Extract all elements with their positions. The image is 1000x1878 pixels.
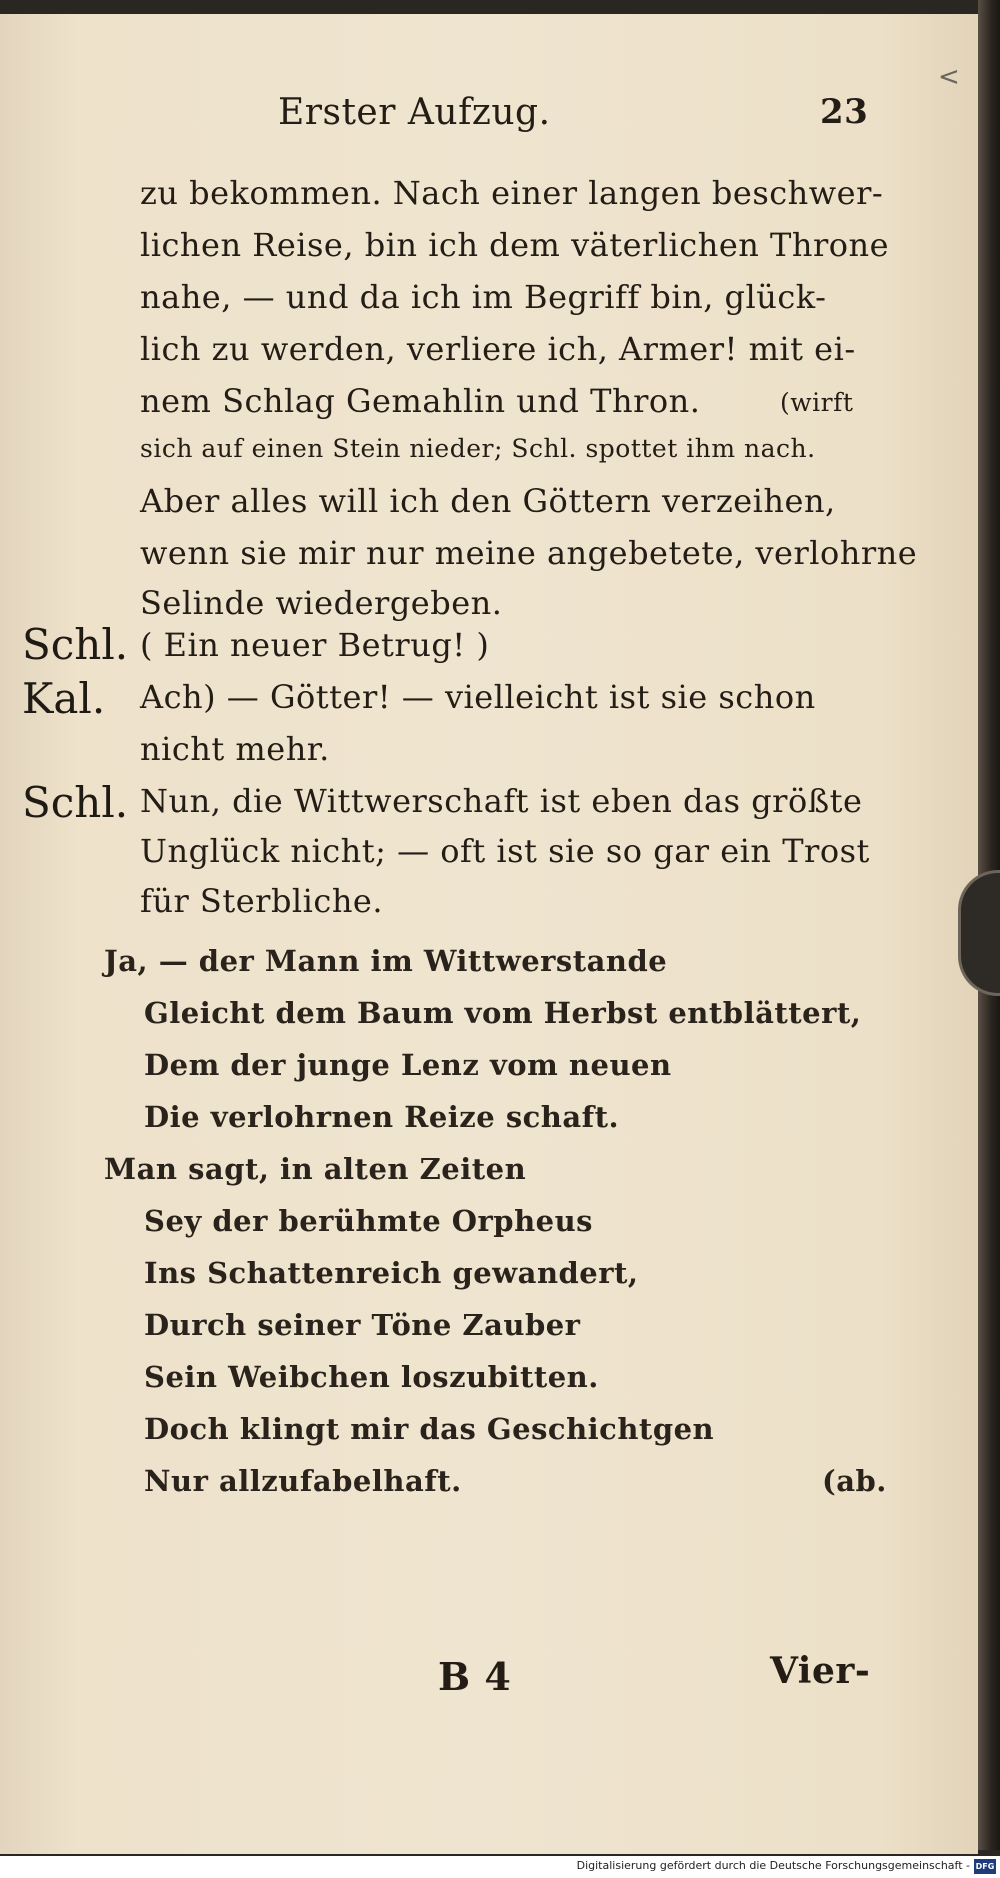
verse-line: Sey der berühmte Orpheus — [144, 1204, 594, 1238]
verse-line: Gleicht dem Baum vom Herbst entblättert, — [144, 996, 862, 1030]
speaker-label: Kal. — [22, 674, 106, 723]
verse-line: Dem der junge Lenz vom neuen — [144, 1048, 672, 1082]
signature-mark: B 4 — [438, 1654, 512, 1699]
verse-line: Durch seiner Töne Zauber — [144, 1308, 581, 1342]
speech-line: lich zu werden, verliere ich, Armer! mit ei- — [140, 330, 856, 368]
footer-bar — [0, 1856, 1000, 1878]
verse-line: Die verlohrnen Reize schaft. — [144, 1100, 620, 1134]
verse-line: Ins Schattenreich gewandert, — [144, 1256, 639, 1290]
speaker-label: Schl. — [22, 778, 129, 827]
verse-line: Doch klingt mir das Geschichtgen — [144, 1412, 715, 1446]
dfg-logo-icon: DFG — [974, 1859, 996, 1874]
speech-line: Selinde wiedergeben. — [140, 584, 503, 622]
dialogue-line: Unglück nicht; — oft ist sie so gar ein Trost — [140, 832, 870, 870]
dialogue-line: Nun, die Wittwerschaft ist eben das größte — [140, 782, 863, 820]
verse-line: Nur allzufabelhaft. — [144, 1464, 462, 1498]
stage-direction: sich auf einen Stein nieder; Schl. spottet ihm nach. — [140, 434, 816, 463]
speech-line: wenn sie mir nur meine angebetete, verlohrne — [140, 534, 918, 572]
stage-direction: (wirft — [780, 388, 854, 417]
catchword: Vier- — [770, 1650, 871, 1692]
speaker-label: Schl. — [22, 620, 129, 669]
book-clip — [958, 870, 1000, 996]
page-number: 23 — [820, 92, 869, 132]
dialogue-line: nicht mehr. — [140, 730, 330, 768]
verse-line: Sein Weibchen loszubitten. — [144, 1360, 599, 1394]
speech-line: zu bekommen. Nach einer langen beschwer- — [140, 174, 884, 212]
speech-line: nem Schlag Gemahlin und Thron. — [140, 382, 701, 420]
speech-line: lichen Reise, bin ich dem väterlichen Throne — [140, 226, 890, 264]
verse-line: Ja, — der Mann im Wittwerstande — [104, 944, 668, 978]
verse-line: Man sagt, in alten Zeiten — [104, 1152, 527, 1186]
dialogue-line: für Sterbliche. — [140, 882, 384, 920]
exit-direction: (ab. — [822, 1464, 887, 1498]
speech-line: nahe, — und da ich im Begriff bin, glück- — [140, 278, 827, 316]
credit-text: Digitalisierung gefördert durch die Deutsche Forschungsgemeinschaft - — [576, 1859, 970, 1872]
book-page — [0, 14, 978, 1854]
dialogue-line: ( Ein neuer Betrug! ) — [140, 626, 490, 664]
dialogue-line: Ach) — Götter! — vielleicht ist sie schon — [140, 678, 816, 716]
speech-line: Aber alles will ich den Göttern verzeihen, — [140, 482, 836, 520]
running-head-title: Erster Aufzug. — [278, 92, 551, 133]
pencil-mark: < — [938, 62, 960, 92]
